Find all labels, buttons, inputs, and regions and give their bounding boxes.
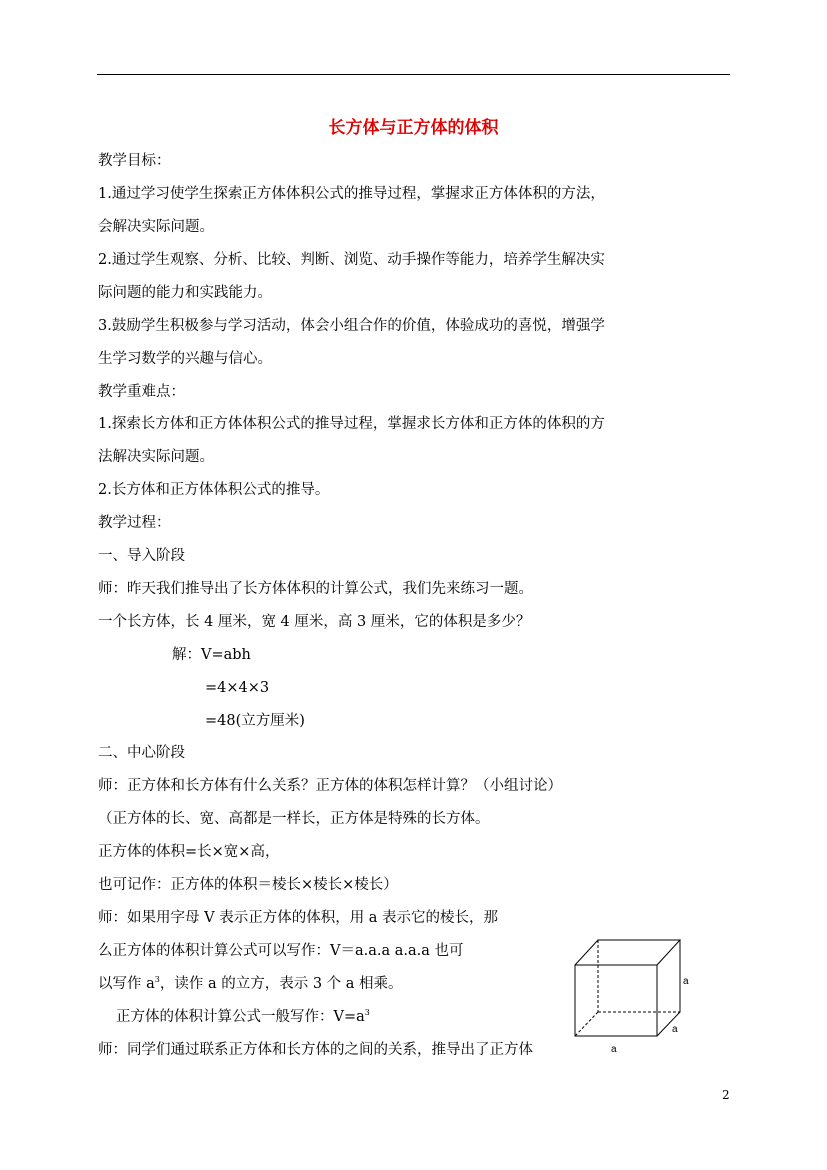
solution-line: =48(立方厘米): [205, 713, 305, 729]
exponent: 3: [364, 1008, 370, 1018]
paragraph-line: 3.鼓励学生积极参与学习活动，体会小组合作的价值，体验成功的喜悦，增强学: [98, 318, 605, 334]
paragraph-line: 法解决实际问题。: [98, 449, 214, 465]
paragraph-line: 际问题的能力和实践能力。: [98, 285, 272, 301]
paragraph-line: 1.探索长方体和正方体体积公式的推导过程，掌握求长方体和正方体的体积的方: [98, 416, 605, 432]
paragraph-line: 师：正方体和长方体有什么关系？正方体的体积怎样计算？（小组讨论）: [98, 778, 562, 794]
paragraph-line: 2.长方体和正方体体积公式的推导。: [98, 482, 330, 498]
paragraph-line: 以写作 $a^3$，读作 a 的立方，表示 3 个 a 相乘。: [98, 975, 403, 992]
exponent: 3: [154, 975, 160, 985]
paragraph-line: 1.通过学习使学生探索正方体体积公式的推导过程，掌握求正方体体积的方法，: [98, 186, 605, 202]
paragraph-line: 师：如果用字母 V 表示正方体的体积，用 a 表示它的棱长，那: [98, 910, 499, 926]
section-heading-process: 教学过程：: [98, 515, 171, 531]
paragraph-line: 正方体的体积=长×宽×高，: [98, 844, 280, 860]
page-title: 长方体与正方体的体积: [328, 118, 499, 138]
section-heading-key-points: 教学重难点：: [98, 384, 185, 400]
formula-line: 正方体的体积计算公式一般写作：$V=a^3$: [116, 1008, 370, 1025]
cube-diagram: [565, 930, 695, 1055]
section-heading-center: 二、中心阶段: [98, 745, 185, 761]
page-number: 2: [722, 1088, 730, 1102]
cube-label-depth: a: [672, 1024, 678, 1035]
solution-line: =4×4×3: [205, 680, 270, 696]
cube-label-height: a: [683, 976, 689, 987]
solution-line: 解：V=abh: [172, 647, 251, 663]
paragraph-line: 生学习数学的兴趣与信心。: [98, 351, 272, 367]
cube-hidden-edge: [575, 1012, 598, 1036]
header-rule: [97, 74, 730, 75]
paragraph-line: 一个长方体，长 4 厘米，宽 4 厘米，高 3 厘米，它的体积是多少？: [98, 614, 531, 630]
paragraph-line: 会解决实际问题。: [98, 219, 214, 235]
paragraph-line: 师：同学们通过联系正方体和长方体的之间的关系，推导出了正方体: [98, 1042, 533, 1058]
paragraph-line: 2.通过学生观察、分析、比较、判断、浏览、动手操作等能力，培养学生解决实: [98, 252, 605, 268]
cube-front-face: [575, 965, 657, 1036]
paragraph-line: 也可记作：正方体的体积＝棱长×棱长×棱长）: [98, 877, 398, 893]
cube-label-width: a: [611, 1044, 617, 1055]
paragraph-line: 师：昨天我们推导出了长方体体积的计算公式，我们先来练习一题。: [98, 581, 533, 597]
paragraph-line: （正方体的长、宽、高都是一样长，正方体是特殊的长方体。: [98, 811, 490, 827]
section-heading-intro: 一、导入阶段: [98, 548, 185, 564]
section-heading-objectives: 教学目标：: [98, 153, 171, 169]
cube-right-face: [657, 940, 680, 1036]
paragraph-line: 么正方体的体积计算公式可以写作：V＝a.a.a a.a.a 也可: [98, 943, 464, 959]
cube-top-face: [575, 940, 680, 965]
